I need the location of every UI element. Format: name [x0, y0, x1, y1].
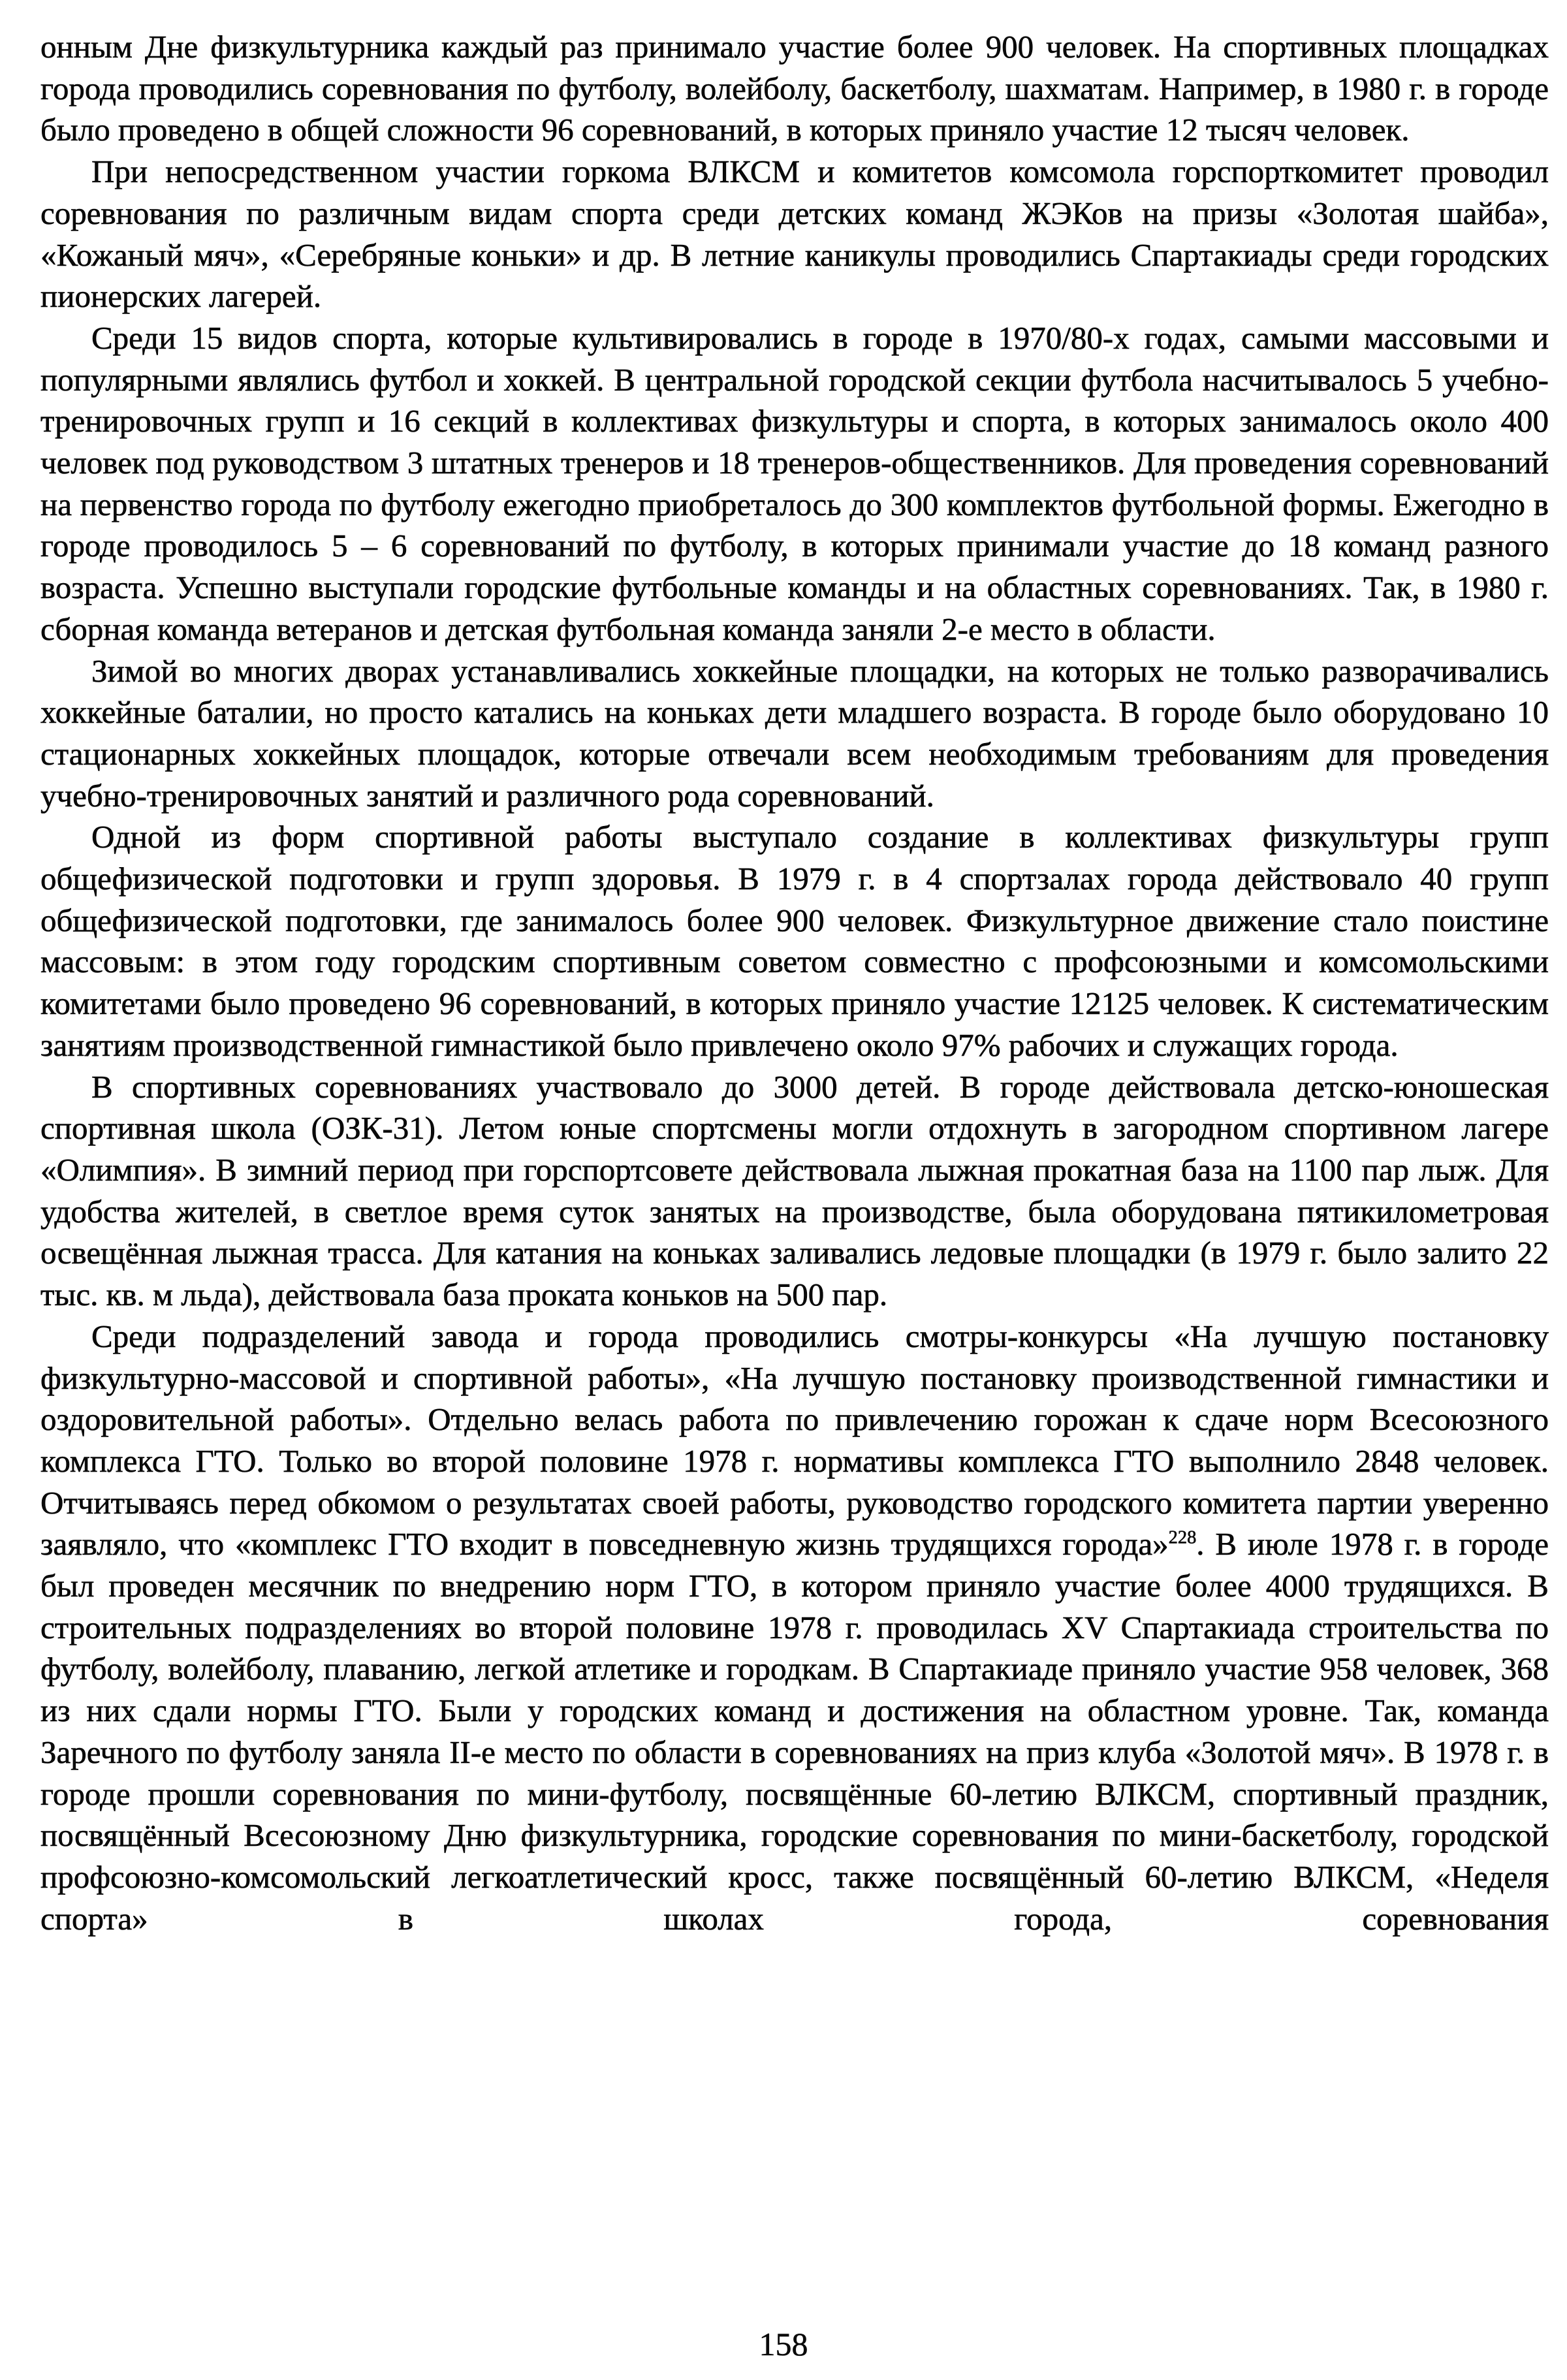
paragraph: Среди подразделений завода и города проводились смотры-конкурсы «На лучшую постановку физкультурно-массовой и спортивной работы», «На лучшую постановку производственной гимнастики и оздоровительной работы». Отдельно велась работа по привлечению горожан к сдаче норм Всесоюзного комплекса ГТО. Только во второй половине 1978 г. нормативы комплекса ГТО выполнило 2848 человек. Отчитываясь перед обкомом о результатах своей работы, руководство городского комитета партии уверенно заявляло, что «комплекс ГТО входит в повседневную жизнь трудящихся города»$^{228}$. В июле 1978 г. в городе был проведен месячник по внедрению норм ГТО, в котором приняло участие более 4000 трудящихся. В строительных подразделениях во второй половине 1978 г. проводилась XV Спартакиада строительства по футболу, волейболу, плаванию, легкой атлетике и городкам. В Спартакиаде приняло участие 958 человек, 368 из них сдали нормы ГТО. Были у городских команд и достижения на областном уровне. Так, команда Заречного по футболу заняла II-е место по области в соревнованиях на приз клуба «Золотой мяч». В 1978 г. в городе прошли соревнования по мини-футболу, посвящённые 60-летию ВЛКСМ, спортивный праздник, посвящённый Всесоюзному Дню физкультурника, городские соревнования по мини-баскетболу, городской профсоюзно-комсомольский легкоатлетический кросс, также посвящённый 60-летию ВЛКСМ, «Неделя спорта» в школах города, соревнования	[40, 1318, 1549, 1937]
paragraph: Зимой во многих дворах устанавливались хоккейные площадки, на которых не только разворачивались хоккейные баталии, но просто катались на коньках дети младшего возраста. В городе было оборудовано 10 стационарных хоккейных площадок, которые отвечали всем необходимым требованиям для проведения учебно-тренировочных занятий и различного рода соревнований.	[40, 652, 1549, 814]
paragraph: Одной из форм спортивной работы выступало создание в коллективах физкультуры групп общефизической подготовки и групп здоровья. В 1979 г. в 4 спортзалах города действовало 40 групп общефизической подготовки, где занималось более 900 человек. Физкультурное движение стало поистине массовым: в этом году городским спортивным советом совместно с профсоюзными и комсомольскими комитетами было проведено 96 соревнований, в которых приняло участие 12125 человек. К систематическим занятиям производственной гимнастикой было привлечено около 97% рабочих и служащих города.	[40, 819, 1549, 1063]
page-number: 158	[759, 2326, 808, 2362]
footnote-marker: 228	[1168, 1527, 1197, 1548]
text-block	[40, 26, 1549, 1939]
paragraph: При непосредственном участии горкома ВЛКСМ и комитетов комсомола горспорткомитет проводил соревнования по различным видам спорта среди детских команд ЖЭКов на призы «Золотая шайба», «Кожаный мяч», «Серебряные коньки» и др. В летние каникулы проводились Спартакиады среди городских пионерских лагерей.	[40, 153, 1549, 315]
paragraph: онным Дне физкультурника каждый раз принимало участие более 900 человек. На спортивных площадках города проводились соревнования по футболу, волейболу, баскетболу, шахматам. Например, в 1980 г. в городе было проведено в общей сложности 96 соревнований, в которых приняло участие 12 тысяч человек.	[40, 29, 1549, 148]
paragraph: В спортивных соревнованиях участвовало до 3000 детей. В городе действовала детско-юношеская спортивная школа (ОЗК-31). Летом юные спортсмены могли отдохнуть в загородном спортивном лагере «Олимпия». В зимний период при горспортсовете действовала лыжная прокатная база на 1100 пар лыж. Для удобства жителей, в светлое время суток занятых на производстве, была оборудована пятикилометровая освещённая лыжная трасса. Для катания на коньках заливались ледовые площадки (в 1979 г. было залито 22 тыс. кв. м льда), действовала база проката коньков на 500 пар.	[40, 1068, 1549, 1313]
paragraph: Среди 15 видов спорта, которые культивировались в городе в 1970/80-х годах, самыми массовыми и популярными являлись футбол и хоккей. В центральной городской секции футбола насчитывалось 5 учебно-тренировочных групп и 16 секций в коллективах физкультуры и спорта, в которых занималось около 400 человек под руководством 3 штатных тренеров и 18 тренеров-общественников. Для проведения соревнований на первенство города по футболу ежегодно приобреталось до 300 комплектов футбольной формы. Ежегодно в городе проводилось 5 – 6 соревнований по футболу, в которых принимали участие до 18 команд разного возраста. Успешно выступали городские футбольные команды и на областных соревнованиях. Так, в 1980 г. сборная команда ветеранов и детская футбольная команда заняли 2-е место в области.	[40, 319, 1549, 647]
